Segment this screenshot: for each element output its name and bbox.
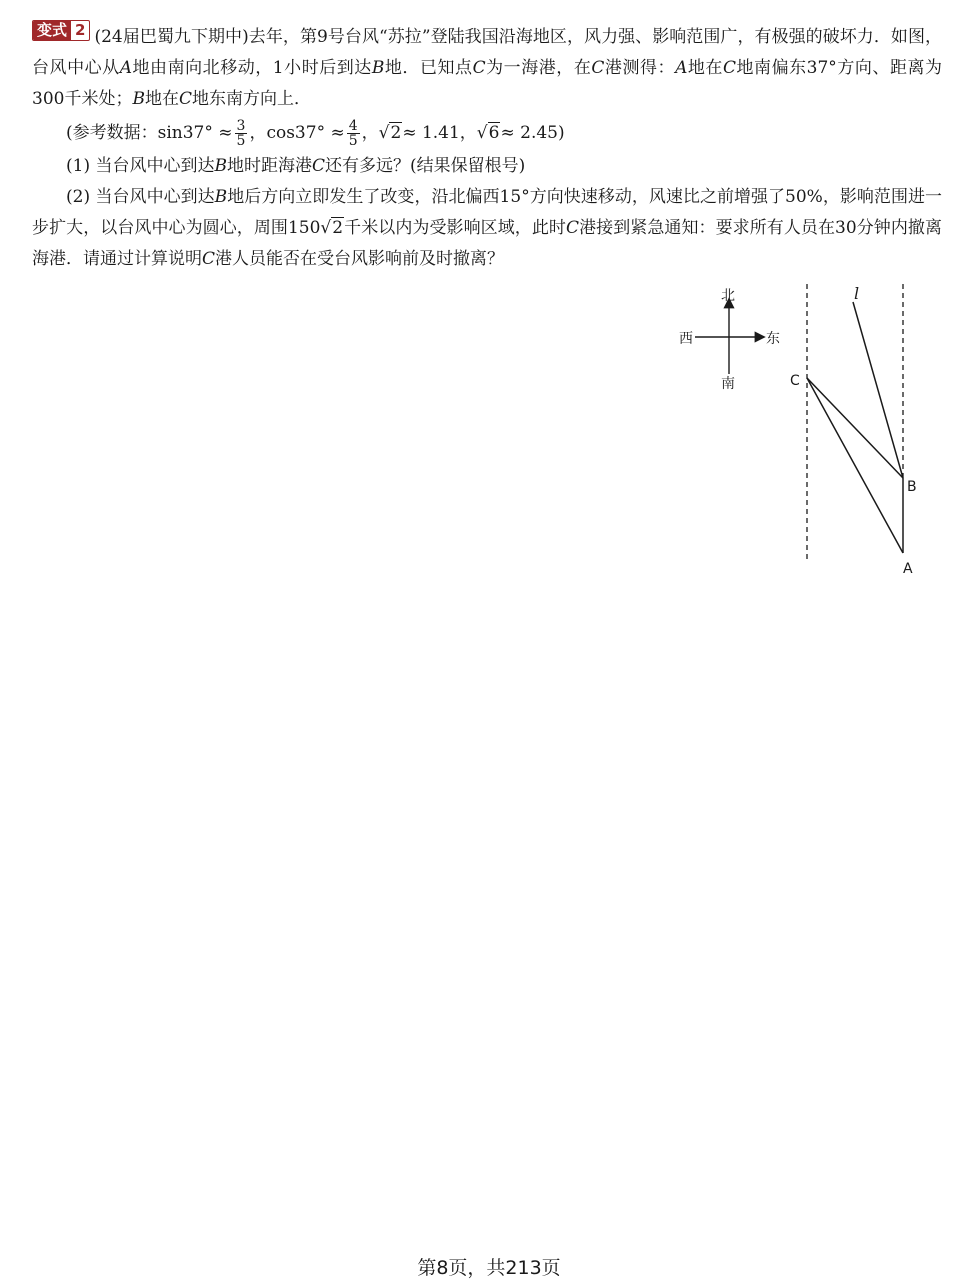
question-1: (1) 当台风中心到达B地时距海港C还有多远？(结果保留根号): [66, 156, 526, 176]
var-c: C: [472, 58, 486, 78]
variant-badge: [32, 20, 90, 41]
compass-rose: [679, 288, 780, 392]
intro-text-9: 地东南方向上．: [191, 89, 311, 109]
intro-text-2: 地由南向北移动，1小时后到达: [131, 58, 372, 78]
typhoon-diagram: [670, 280, 940, 590]
page-footer: 第8页，共213页: [417, 1257, 561, 1279]
fraction-sin: $\frac{3}{5}$: [236, 118, 246, 149]
point-a-label: A: [903, 561, 913, 577]
point-b-label: B: [907, 479, 917, 495]
compass-north-label: 北: [721, 288, 735, 304]
intro-text-8: 地在: [144, 89, 179, 109]
fraction-cos: $\frac{4}{5}$: [348, 118, 358, 149]
problem-block: [32, 20, 942, 275]
point-c-label: C: [790, 373, 800, 389]
question-2: (2) 当台风中心到达B地后方向立即发生了改变，沿北偏西15°方向快速移动，风速比之前增强了50%，影响范围进一步扩大，以台风中心为圆心，周围150√2千米以内为受影响区域，此时C港接到紧急通知：要求所有人员在30分钟内撤离海港．请通过计算说明C港人员能否在受台风影响前及时撤离？: [32, 187, 942, 269]
var-c: C: [591, 58, 605, 78]
intro-text-7: 地南偏东37°方向、距离为300千米处；: [32, 58, 943, 109]
intro-text-4: 为一海港，在: [485, 58, 592, 78]
intro-text-5: 港测得：: [604, 58, 676, 78]
compass-south-label: 南: [721, 376, 735, 392]
intro-text-6: 地在: [687, 58, 723, 78]
line-l-label: l: [854, 284, 860, 303]
var-c: C: [722, 58, 736, 78]
sqrt-2-range: 2: [332, 218, 344, 238]
compass-west-label: 西: [679, 331, 693, 347]
intro-text-3: 地．已知点: [384, 58, 473, 78]
compass-east-label: 东: [766, 331, 780, 347]
var-b: B: [132, 89, 145, 109]
problem-source: (24届巴蜀九下期中): [94, 27, 249, 47]
reference-data: (参考数据：sin37° ≈ $\frac{3}{5}$ ，cos37° ≈ $\frac{4}{5}$ ，√2≈ 1.41，√6≈ 2.45): [66, 118, 565, 149]
variant-badge-label: 变式: [33, 21, 71, 40]
var-b: B: [371, 58, 385, 78]
sqrt-2: 2: [390, 123, 402, 143]
variant-badge-number: 2: [75, 21, 86, 39]
var-c: C: [178, 89, 192, 109]
segment-ca: [807, 378, 903, 553]
var-a: A: [675, 58, 688, 78]
var-a: A: [119, 58, 132, 78]
problem-intro: [32, 20, 942, 115]
sqrt-6: 6: [488, 123, 500, 143]
intro-text-1: 去年，第9号台风“苏拉”登陆我国沿海地区，风力强、影响范围广，有极强的破坏力．如图，台风中心从: [32, 27, 942, 78]
